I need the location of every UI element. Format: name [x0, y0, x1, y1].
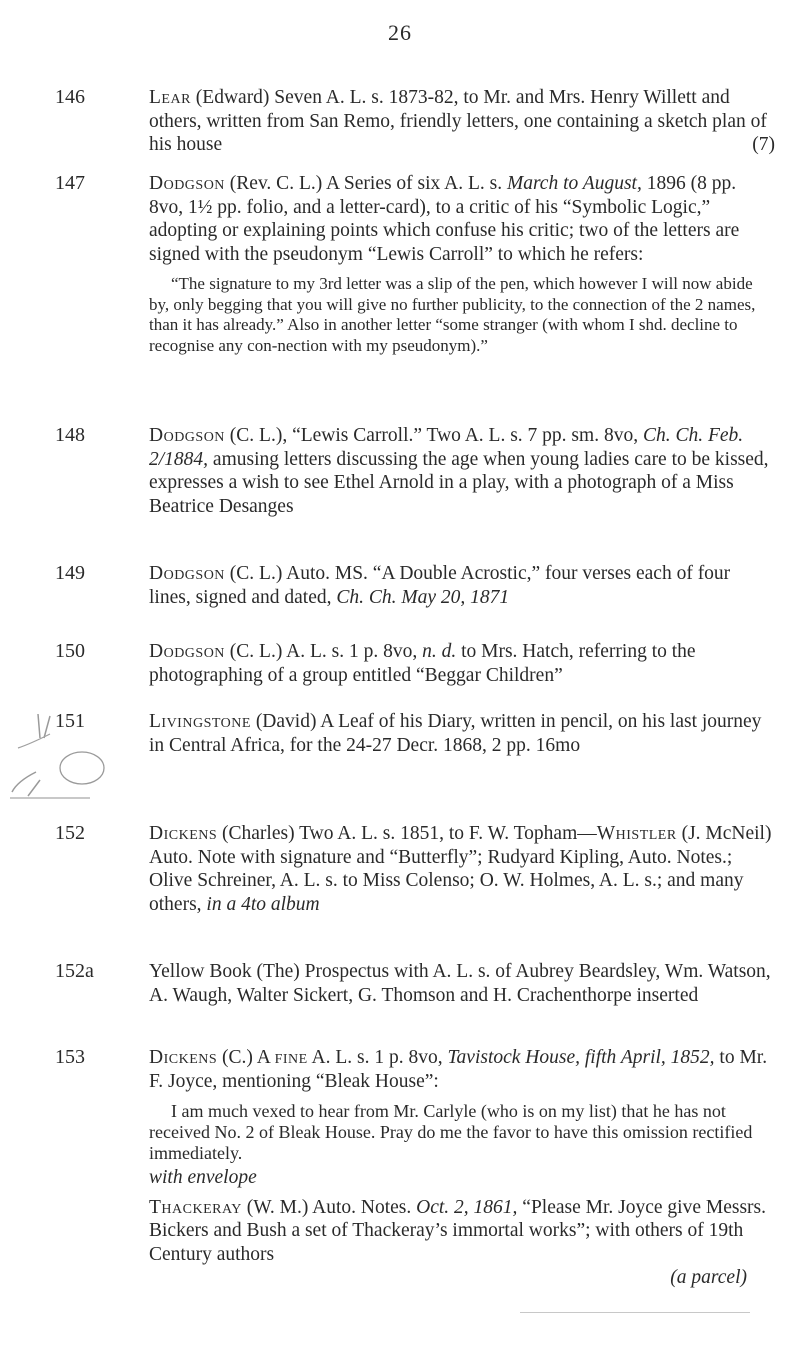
lot-text: “Please Mr. Joyce give Messrs. Bickers and Bush a set of Thackeray’s immortal works”; with others of 19th Century authors [149, 1196, 766, 1265]
lot-text: to Mr. F. Joyce, mentioning “Bleak House”: [149, 1047, 768, 1092]
lot-150 [55, 640, 775, 687]
lot-date: Tavistock House, fifth April, 1852, [447, 1047, 715, 1068]
lot-text: (C. L.) Auto. MS. “A Double Acrostic,” four verses each of four lines, signed and dated, [149, 563, 731, 608]
lot-149 [55, 562, 775, 609]
lot-number: 148 [55, 424, 85, 446]
lot-151 [55, 710, 775, 757]
lot-emphasis: fine [274, 1047, 308, 1068]
lot-number: 147 [55, 172, 85, 194]
lot-text: (Edward) Seven A. L. s. 1873-82, to Mr. and Mrs. Henry Willett and others, written from San Remo, friendly letters, one containing a sketch plan of his house [149, 87, 767, 155]
lot-number: 146 [55, 86, 85, 108]
lot-text: 1896 (8 pp. 8vo, 1½ pp. folio, and a letter-card), to a critic of his “Symbolic Logic,” adopting or explaining points which confuse his critic; two of the letters are signed with the pseudonym “Lewis Carroll” to which he refers: [149, 173, 740, 265]
lot-text: (W. M.) Auto. Notes. [241, 1196, 417, 1218]
page-number: 26 [388, 20, 412, 45]
lot-text: (C. L.), “Lewis Carroll.” Two A. L. s. 7 pp. sm. 8vo, [224, 425, 643, 446]
lot-description [149, 424, 775, 518]
lot-text: to Mrs. Hatch, referring to the photographing of a group entitled “Beggar Children” [149, 641, 696, 686]
lot-author: Dodgson [149, 173, 225, 194]
lot-text: A. L. s. 1 p. 8vo, [307, 1047, 448, 1068]
lot-152 [55, 822, 775, 916]
lot-note: in a 4to album [206, 893, 320, 915]
lot-author: Livingstone [149, 711, 251, 732]
lot-152a [55, 960, 775, 1007]
lot-number: 152 [55, 822, 85, 844]
lot-description [149, 86, 775, 157]
lot-author: Lear [149, 87, 191, 108]
lot-description [149, 562, 775, 609]
lot-description [149, 172, 775, 266]
lot-number: 152a [55, 960, 94, 982]
lot-147 [55, 172, 775, 356]
lot-author: Whistler [596, 823, 677, 844]
lot-number: 149 [55, 562, 85, 584]
lot-153 [55, 1046, 775, 1290]
lot-description [149, 1196, 775, 1267]
lot-text: (David) A Leaf of his Diary, written in pencil, on his last journey in Central Africa, for the 24-27 Decr. 1868, 2 pp. 16mo [149, 711, 762, 756]
lot-author: Dickens [149, 823, 218, 844]
lot-date: March to August, [506, 173, 642, 194]
lot-author: Dodgson [149, 425, 225, 446]
lot-description [149, 640, 775, 687]
lot-text: amusing letters discussing the age when young ladies care to be kissed, expresses a wish to see Ethel Arnold in a play, with a photograph of a Miss Beatrice Desanges [149, 448, 769, 517]
lot-date: Ch. Ch. May 20, 1871 [336, 586, 510, 608]
lot-date: Oct. 2, 1861, [416, 1196, 518, 1218]
lot-number: 153 [55, 1046, 85, 1068]
lot-text: (Charles) Two A. L. s. 1851, to F. W. Topham— [217, 823, 597, 844]
lot-148 [55, 424, 775, 518]
lot-text: (C. L.) A. L. s. 1 p. 8vo, [224, 641, 423, 662]
lot-note: with envelope [149, 1167, 257, 1188]
lot-date: Ch. Ch. Feb. 2/1884, [149, 425, 744, 470]
lot-text: (J. McNeil) Auto. Note with signature and “Butterfly”; Rudyard Kipling, Auto. Notes.; Olive Schreiner, A. L. s. to Miss Colenso; O. W. Holmes, A. L. s.; and many others, [149, 823, 772, 915]
lot-description [149, 960, 775, 1007]
lot-description [149, 1046, 775, 1093]
lot-author: Dickens [149, 1047, 218, 1068]
lot-author: Dodgson [149, 641, 225, 662]
lot-quote: I am much vexed to hear from Mr. Carlyle (who is on my list) that he has not received No. 2 of Bleak House. Pray do me the favor to have this omission rectified immediately. [149, 1101, 753, 1163]
lot-date: n. d. [422, 641, 457, 662]
lot-text: Yellow Book (The) Prospectus with A. L. s. of Aubrey Beardsley, Wm. Watson, A. Waugh, Walter Sickert, G. Thomson and H. Crachenthorpe inserted [149, 961, 771, 1006]
lot-text: (Rev. C. L.) A Series of six A. L. s. [224, 173, 507, 194]
lot-number: 150 [55, 640, 85, 662]
divider [520, 1312, 750, 1313]
lot-description [149, 822, 775, 916]
lot-author: Dodgson [149, 563, 225, 584]
lot-number: 151 [55, 710, 85, 732]
lot-146 [55, 86, 775, 157]
lot-text: (C.) A [217, 1047, 275, 1068]
lot-author: Thackeray [149, 1196, 242, 1218]
lot-description [149, 710, 775, 757]
lot-quote: “The signature to my 3rd letter was a slip of the pen, which however I will now abide by, only begging that you will give no further publicity, to the connection of the 2 names, than it has already.” Also in another letter “some stranger (with whom I shd. decline to recognise any con-nection with my pseudonym).” [149, 274, 756, 355]
lot-price: (7) [752, 134, 775, 155]
lot-note: (a parcel) [670, 1267, 747, 1288]
